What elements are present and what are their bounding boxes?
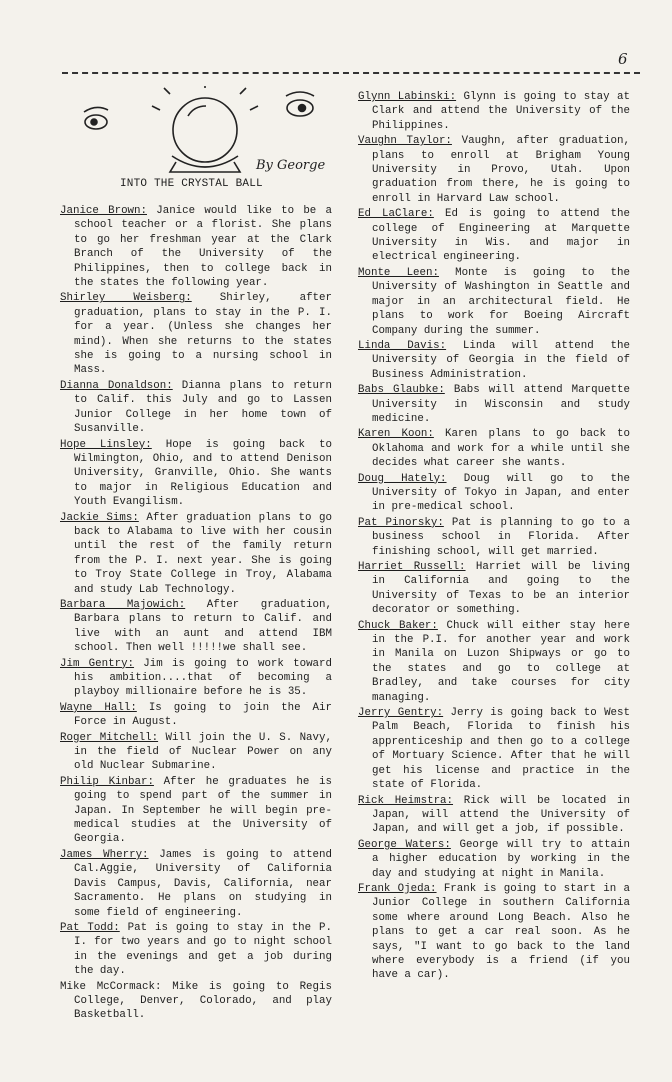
student-name: Doug Hately: [358,472,447,485]
student-plans-text: George will try to attain a higher education by working in the day and studying at night in Manila. [372,838,630,880]
student-plans-text: Harriet will be living in California and going to the University of Texas to be an interior decorator or something. [372,561,630,617]
student-name: Roger Mitchell: [60,731,159,744]
student-name: Janice Brown: [60,205,147,217]
right-column [358,90,630,984]
student-plans-text: Monte is going to the University of Washington in Seattle and major in an architectural field. He plans to work for Boeing Aircraft Company during the summer. [372,266,630,337]
page-number: 6 [618,50,628,68]
student-plans-text: After he graduates he is going to spend part of the summer in Japan. In September he will begin pre-medical studies at the University of Georgia. [74,775,332,846]
student-entry [60,438,332,510]
student-entry [358,427,630,470]
student-plans-text: Chuck will either stay here in the P.I. for another year and work in Manila on Luzon Shipways or go to the states and go to college at Bradley, and take courses for city managing. [372,619,630,704]
student-name: Wayne Hall: [60,701,137,714]
student-entry [358,838,630,881]
student-name: Philip Kinbar: [60,775,154,788]
student-plans-text: Glynn is going to stay at Clark and attend the University of the Philippines. [372,91,630,132]
student-entry [358,207,630,265]
student-plans-text: Karen plans to go back to Oklahoma and work for a while until she decides what career she wants. [372,428,630,470]
student-entry [358,90,630,133]
student-plans-text: Doug will go to the University of Tokyo in Japan, and enter in pre-medical school. [372,472,630,514]
student-entry [358,134,630,206]
student-plans-text: Babs will attend Marquette University in Wisconsin and study medicine. [372,384,630,425]
student-entry [358,266,630,338]
student-entry [358,619,630,705]
student-entry [60,379,332,437]
student-entry [60,511,332,597]
student-entry [358,339,630,382]
student-name: Linda Davis: [358,339,447,352]
student-entry [358,882,630,983]
left-eye-icon [84,107,108,129]
student-plans-text: Pat is going to stay in the P. I. for two years and go to night school in the evenings and get a job during the day. [74,921,332,978]
student-entry [60,731,332,774]
student-entry [358,472,630,515]
student-plans-text: Vaughn, after graduation, plans to enroll at Brigham Young University in Provo, Utah. Upon graduation from there, he is going to enroll in Harvard Law school. [372,135,630,205]
student-name: Jim Gentry: [60,657,135,670]
student-name: Jerry Gentry: [358,707,444,720]
student-entry [60,657,332,700]
student-plans-text: Rick will be located in Japan, will attend the University of Japan, and will get a job, if possible. [372,794,630,836]
student-entry [60,598,332,656]
student-plans-text: Linda will attend the University of Georgia in the field of Business Administration. [372,339,630,381]
student-entry [358,794,630,837]
student-name: Harriet Russell: [358,561,466,573]
student-name: Chuck Baker: [358,619,438,632]
student-plans-text: Mike is going to Regis College, Denver, Colorado, and play Basketball. [74,980,332,1022]
student-entry [60,848,332,920]
right-eye-icon [286,92,314,116]
student-plans-text: Dianna plans to return to Calif. this July and go to Lassen Junior College in her home town of Susanville. [74,379,332,436]
student-plans-text: After graduation, Barbara plans to return to Calif. and live with an aunt and attend IBM school. Then well !!!!!we shall see. [74,598,332,655]
student-entry [60,701,332,730]
student-name: Hope Linsley: [60,438,152,451]
left-column [60,204,332,1024]
student-entry [60,980,332,1023]
student-entry [358,516,630,559]
student-plans-text: After graduation plans to go back to Alabama to live with her cousin until the rest of the family return from the P. I. next year. She is going to Troy State College in Troy, Alabama and study Lab Technology. [74,511,332,596]
student-name: Pat Todd: [60,921,120,934]
student-name: Ed LaClare: [358,208,434,221]
article-title: INTO THE CRYSTAL BALL [120,178,263,190]
student-plans-text: Shirley, after graduation, plans to stay in the P. I. for a year. (Unless she changes her mind). When she returns to the states she is going to a nursing school in Mass. [74,292,332,377]
student-plans-text: Hope is going back to Wilmington, Ohio, and to attend Denison University, Granville, Ohio. She wants to major in Religious Education and Youth Evangilism. [74,438,333,509]
student-name: Frank Ojeda: [358,882,437,895]
student-name: Glynn Labinski: [358,91,457,103]
student-entry [358,560,630,618]
student-entry [60,291,332,377]
student-name: Monte Leen: [358,266,439,279]
student-name: Barbara Majowich: [60,598,186,611]
student-plans-text: Jerry is going back to West Palm Beach, Florida to finish his apprenticeship and then go to a college of Mortuary Science. After that he will get his license and practice in the state of Florida. [372,707,630,792]
student-plans-text: Pat is planning to go to a business school in Florida. After finishing school, will get married. [372,516,630,558]
top-rule [62,72,640,74]
student-plans-text: James is going to attend Cal.Aggie, University of California Davis Campus, Davis, California, near Sacramento. He plans on studying in some field of engineering. [74,848,332,919]
student-name: James Wherry: [60,848,149,861]
student-name: Jackie Sims: [60,511,139,524]
student-plans-text: Will join the U. S. Navy, in the field of Nuclear Power on any old Nuclear Submarine. [74,731,332,773]
byline: By George [256,158,326,173]
student-plans-text: Is going to join the Air Force in August. [74,701,332,729]
student-entry [60,921,332,979]
student-plans-text: Ed is going to attend the college of Engineering at Marquette University in Wis. and major in electrical engineering. [372,208,630,264]
student-name: Vaughn Taylor: [358,135,452,148]
student-name: Dianna Donaldson: [60,379,173,392]
student-name: Babs Glaubke: [358,384,445,397]
student-name: Mike McCormack: [60,980,162,993]
student-name: Rick Heimstra: [358,794,454,807]
crystal-ball-icon [152,86,258,172]
student-plans-text: Jim is going to work toward his ambition....that of becoming a playboy millionaire before he is 35. [74,657,332,699]
student-name: Karen Koon: [358,428,434,441]
student-name: Shirley Weisberg: [60,292,192,305]
student-name: Pat Pinorsky: [358,516,444,529]
student-plans-text: Frank is going to start in a Junior College in southern California some where around Long Beach. Also he plans to get a car real soon. As he says, "I want to go back to the land where everybody is a friend (if you have a car). [372,882,630,982]
student-entry [358,383,630,426]
student-entry [60,204,332,290]
student-entry [358,706,630,792]
student-name: George Waters: [358,838,451,851]
student-plans-text: Janice would like to be a school teacher or a florist. She plans to go her freshman year at the Clark Branch of the University of the Philippines, then to college back in the states the following year. [74,205,332,290]
student-entry [60,775,332,847]
